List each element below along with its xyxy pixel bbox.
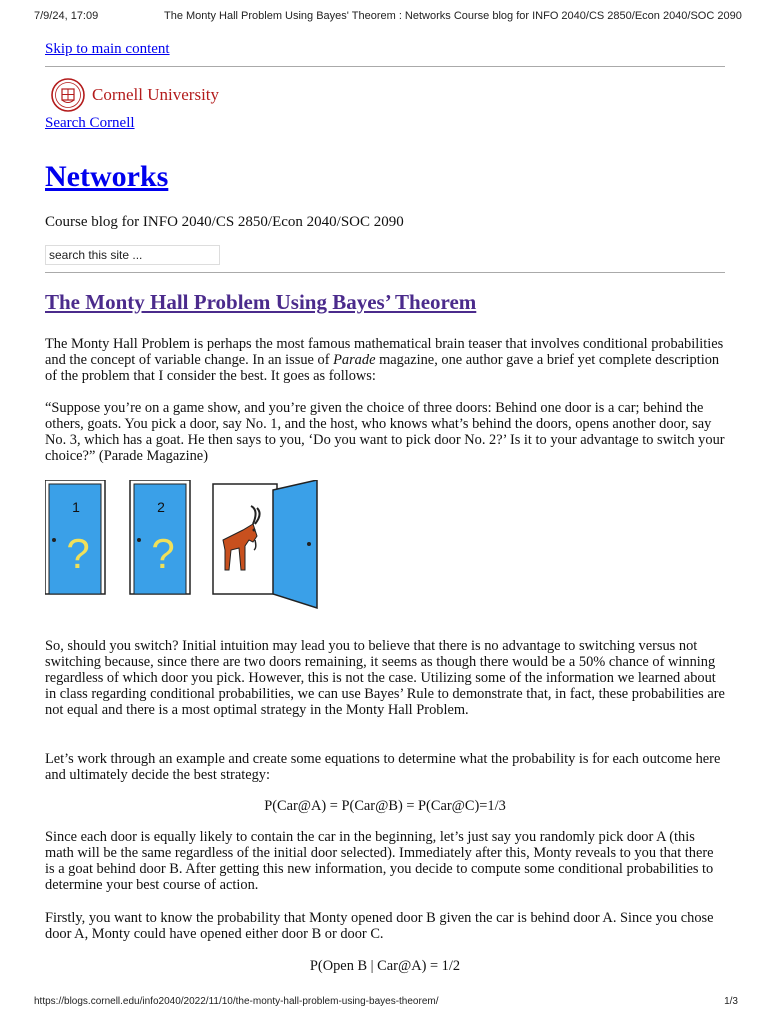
print-page-number: 1/3 <box>724 996 738 1007</box>
site-search-input[interactable]: search this site ... <box>45 245 220 265</box>
door-2-number: 2 <box>157 499 165 515</box>
skip-to-content-link[interactable]: Skip to main content <box>45 41 170 57</box>
logo-text: Cornell University <box>92 85 220 104</box>
door-3-open-with-goat <box>213 480 317 608</box>
paragraph-analysis: So, should you switch? Initial intuition may lead you to believe that there is no advantage to switching versus not switching because, since there are two doors remaining, it seems as though there would be a 50% chance of winning regardless of which door you pick. However, this is not the case. Utilizing some of the information we learned about in class regarding conditional probabilities, we can use Bayes’ Rule to demonstrate that, in fact, these probabilities are not equal and there is a most optimal strategy in the Monty Hall Problem. <box>45 638 725 718</box>
paragraph-first-step: Firstly, you want to know the probability that Monty opened door B given the car is behind door A. Since you chose door A, Monty could have opened either door B or door C. <box>45 910 714 942</box>
equation-prior: P(Car@A) = P(Car@B) = P(Car@C)=1/3 <box>264 798 506 814</box>
paragraph-setup: Since each door is equally likely to contain the car in the beginning, let’s just say you randomly pick door A (this math will be the same regardless of the initial door selected). Immediately after this, Monty reveals to you that there is a goat behind door B. After getting this new information, you decide to compute some conditional probabilities to determine your best course of action. <box>45 829 714 893</box>
cornell-logo[interactable] <box>51 78 219 112</box>
paragraph-example: Let’s work through an example and create some equations to determine what the probability is for each outcome here and ultimately decide the best strategy: <box>45 751 721 783</box>
monty-hall-doors-figure <box>45 480 325 620</box>
cornell-seal-icon <box>51 78 85 112</box>
post-title[interactable]: The Monty Hall Problem Using Bayes’ Theorem <box>45 290 477 314</box>
divider <box>45 66 725 67</box>
print-footer <box>34 996 738 1007</box>
print-url: https://blogs.cornell.edu/info2040/2022/11/10/the-monty-hall-problem-using-bayes-theorem/ <box>34 996 439 1007</box>
search-cornell-link[interactable]: Search Cornell <box>45 115 135 131</box>
door-1-number: 1 <box>72 499 80 515</box>
site-title[interactable]: Networks <box>45 160 169 193</box>
door-1 <box>45 480 105 594</box>
paragraph-quote: “Suppose you’re on a game show, and you’re given the choice of three doors: Behind one door is a car; behind the others, goats. You pick a door, say No. 1, and the host, who knows what’s behind the doors, opens another door, say No. 3, which has a goat. He then says to you, ‘Do you want to pick door No. 2?’ Is it to your advantage to switch your choice?” (Parade Magazine) <box>45 400 725 464</box>
site-tagline: Course blog for INFO 2040/CS 2850/Econ 2040/SOC 2090 <box>45 214 404 230</box>
door-2-mark: ? <box>151 530 175 577</box>
door-1-mark: ? <box>66 530 90 577</box>
equation-open-b-given-a: P(Open B | Car@A) = 1/2 <box>309 958 461 974</box>
paragraph-intro: The Monty Hall Problem is perhaps the most famous mathematical brain teaser that involves conditional probabilities and the concept of variable change. In an issue of Parade magazine, one author gave a brief yet complete description of the problem that I consider the best. It goes as follows: <box>45 336 724 384</box>
door-2 <box>130 480 190 594</box>
divider <box>45 272 725 273</box>
print-title: The Monty Hall Problem Using Bayes' Theorem : Networks Course blog for INFO 2040/CS 2850/Econ 2040/SOC 2090 <box>164 10 742 22</box>
print-datetime: 7/9/24, 17:09 <box>34 10 99 22</box>
